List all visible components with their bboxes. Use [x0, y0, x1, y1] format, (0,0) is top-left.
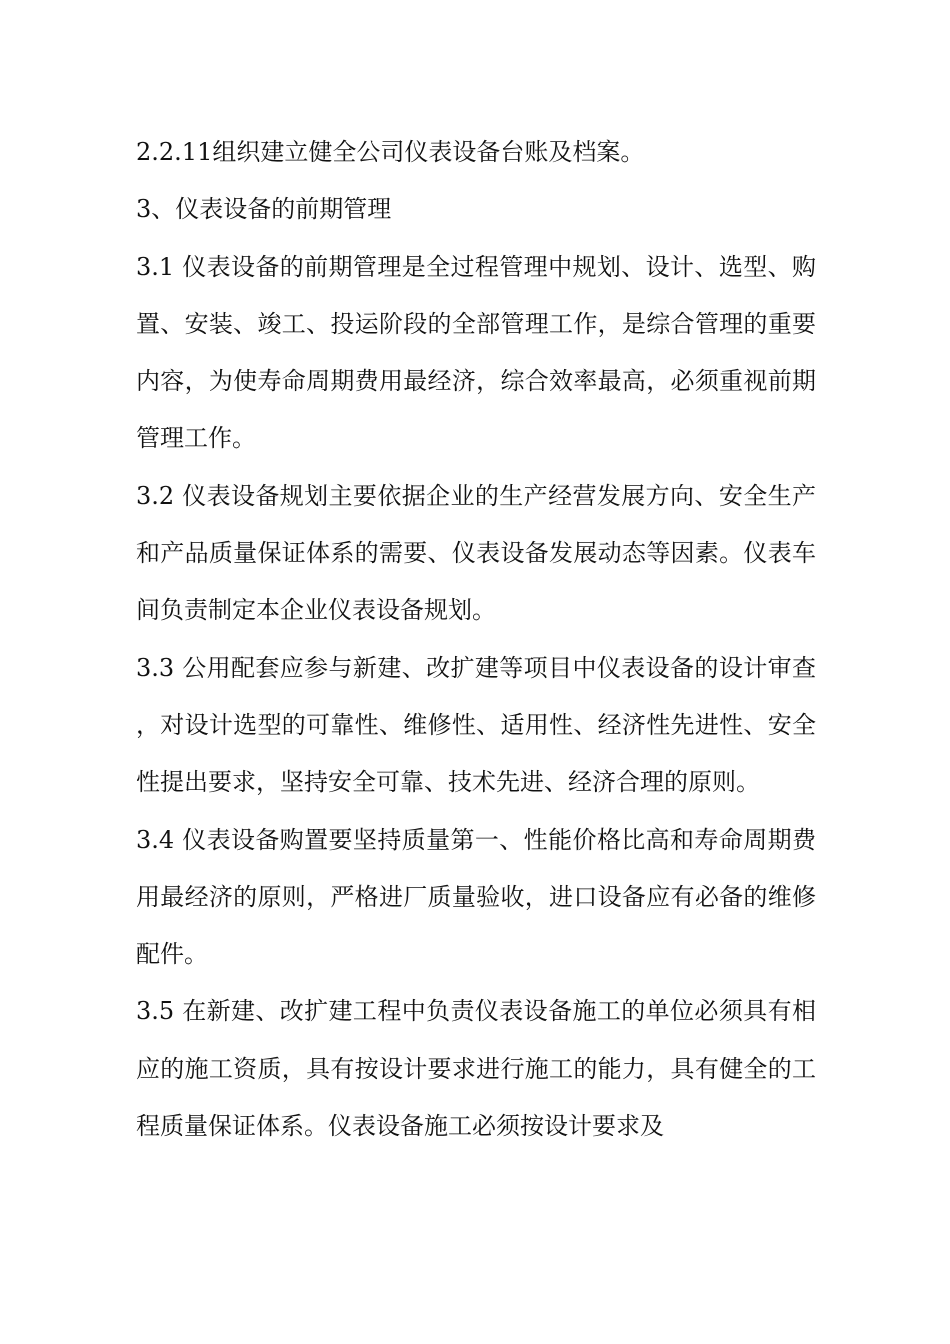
paragraph-3-3: 3.3 公用配套应参与新建、改扩建等项目中仪表设备的设计审查，对设计选型的可靠性、维修性、适用性、经济性先进性、安全性提出要求，坚持安全可靠、技术先进、经济合理的原则。: [136, 653, 816, 797]
paragraph-3-5: 3.5 在新建、改扩建工程中负责仪表设备施工的单位必须具有相应的施工资质，具有按设计要求进行施工的能力，具有健全的工程质量保证体系。仪表设备施工必须按设计要求及: [136, 997, 816, 1141]
paragraph-2-2-11: 2.2.11组织建立健全公司仪表设备台账及档案。: [136, 138, 645, 166]
paragraph-3-4: 3.4 仪表设备购置要坚持质量第一、性能价格比高和寿命周期费用最经济的原则，严格进厂质量验收，进口设备应有必备的维修配件。: [136, 825, 816, 969]
section-heading-3: 3、仪表设备的前期管理: [136, 195, 392, 224]
paragraph-3-2: 3.2 仪表设备规划主要依据企业的生产经营发展方向、安全生产和产品质量保证体系的需要、仪表设备发展动态等因素。仪表车间负责制定本企业仪表设备规划。: [136, 481, 816, 625]
paragraph-3-1: 3.1 仪表设备的前期管理是全过程管理中规划、设计、选型、购置、安装、竣工、投运阶段的全部管理工作，是综合管理的重要内容，为使寿命周期费用最经济，综合效率最高，必须重视前期管理工作。: [136, 252, 816, 453]
document-body: [136, 124, 816, 1155]
